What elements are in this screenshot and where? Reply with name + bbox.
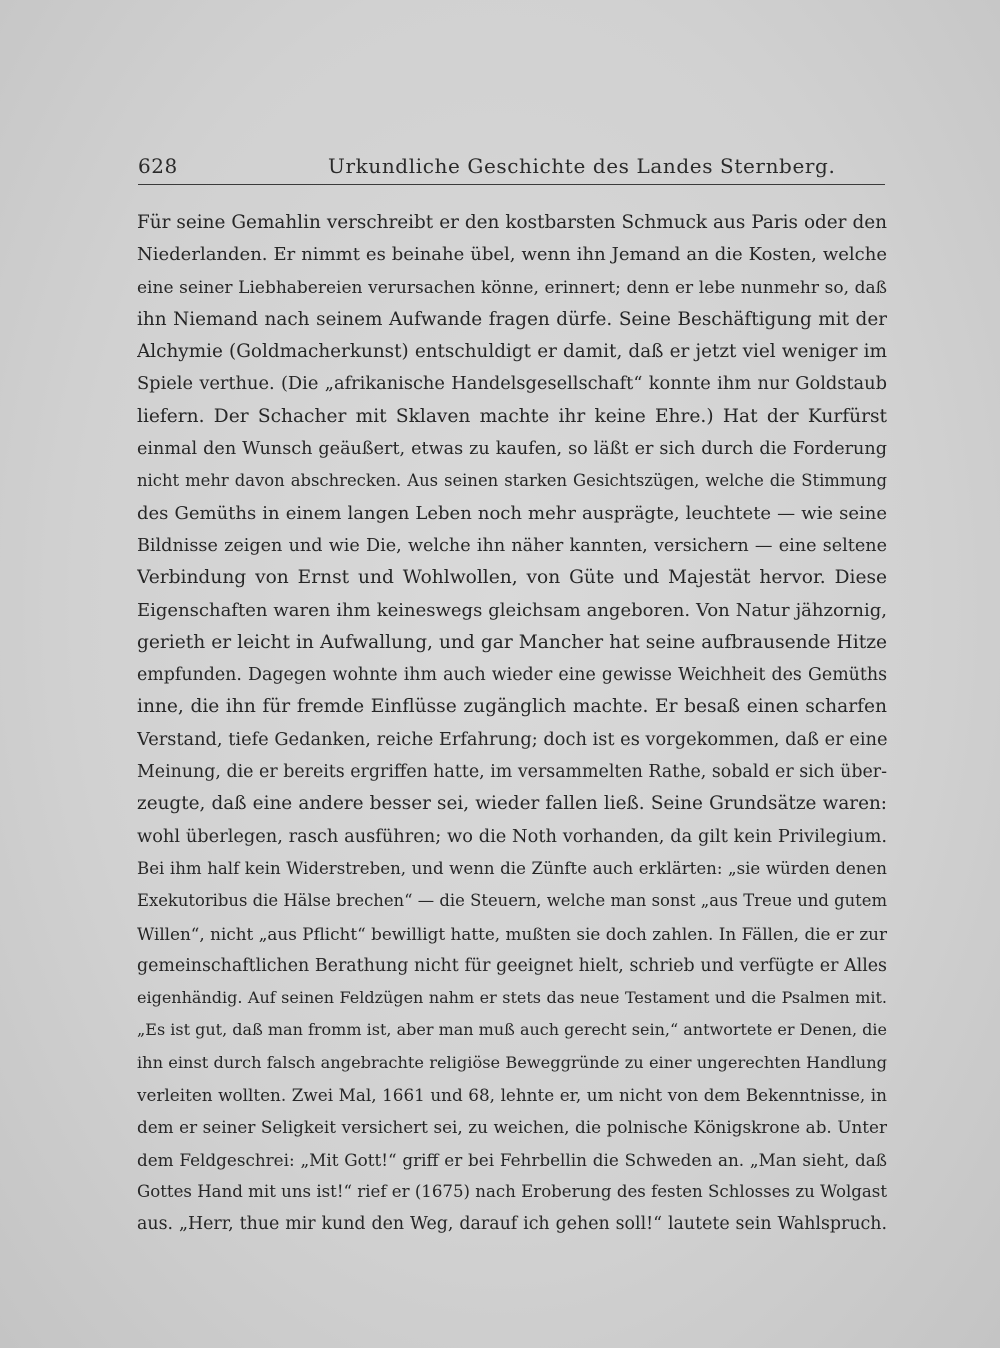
text-line: einmal den Wunsch geäußert, etwas zu kaufen, so läßt er sich durch die Forderung <box>137 439 887 460</box>
text-line: dem er seiner Seligkeit versichert sei, zu weichen, die polnische Königskrone ab. Unter <box>137 1117 887 1138</box>
text-line: nicht mehr davon abschrecken. Aus seinen starken Gesichtszügen, welche die Stimmung <box>137 471 887 491</box>
text-line: wohl überlegen, rasch ausführen; wo die Noth vorhanden, da gilt kein Privilegium. <box>137 825 887 847</box>
text-line: Spiele verthue. (Die „afrikanische Handelsgesellschaft“ konnte ihm nur Goldstaub <box>137 373 887 395</box>
text-line: Alchymie (Goldmacherkunst) entschuldigt er damit, daß er jetzt viel weniger im <box>137 341 887 363</box>
text-line: eigenhändig. Auf seinen Feldzügen nahm er stets das neue Testament und die Psalmen mit. <box>137 988 887 1008</box>
text-line: gemeinschaftlichen Berathung nicht für geeignet hielt, schrieb und verfügte er Alles <box>137 955 887 976</box>
text-line: Willen“, nicht „aus Pflicht“ bewilligt hatte, mußten sie doch zahlen. In Fällen, die er zur <box>137 923 887 944</box>
text-line: Niederlanden. Er nimmt es beinahe übel, wenn ihn Jemand an die Kosten, welche <box>137 244 887 266</box>
text-line: verleiten wollten. Zwei Mal, 1661 und 68, lehnte er, um nicht von dem Bekenntnisse, in <box>137 1085 887 1106</box>
page-number: 628 <box>138 154 178 178</box>
running-title: Urkundliche Geschichte des Landes Sternberg. <box>328 154 836 178</box>
text-line: zeugte, daß eine andere besser sei, wieder fallen ließ. Seine Grundsätze waren: <box>137 793 887 815</box>
body-text <box>137 207 887 1241</box>
text-line: Exekutoribus die Hälse brechen“ — die Steuern, welche man sonst „aus Treue und gutem <box>137 891 887 911</box>
text-line: Bildnisse zeigen und wie Die, welche ihn näher kannten, versichern — eine seltene <box>137 535 887 556</box>
text-line: ihn einst durch falsch angebrachte religiöse Beweggründe zu einer ungerechten Handlung <box>137 1052 887 1072</box>
text-line: gerieth er leicht in Aufwallung, und gar Mancher hat seine aufbrausende Hitze <box>137 631 887 653</box>
text-line: liefern. Der Schacher mit Sklaven machte ihr keine Ehre.) Hat der Kurfürst <box>137 405 887 427</box>
text-line: des Gemüths in einem langen Leben noch mehr ausprägte, leuchtete — wie seine <box>137 502 887 524</box>
text-line: Für seine Gemahlin verschreibt er den kostbarsten Schmuck aus Paris oder den <box>137 212 887 233</box>
text-line: Gottes Hand mit uns ist!“ rief er (1675) nach Eroberung des festen Schlosses zu Wolgast <box>137 1181 887 1201</box>
text-line: Meinung, die er bereits ergriffen hatte, im versammelten Rathe, sobald er sich über- <box>137 762 887 783</box>
header-rule <box>138 184 885 185</box>
text-line: aus. „Herr, thue mir kund den Weg, darauf ich gehen soll!“ lautete sein Wahlspruch. <box>137 1214 887 1235</box>
text-line: dem Feldgeschrei: „Mit Gott!“ griff er bei Fehrbellin die Schweden an. „Man sieht, daß <box>137 1149 887 1170</box>
text-line: Verbindung von Ernst und Wohlwollen, von Güte und Majestät hervor. Diese <box>137 567 887 589</box>
page-header <box>138 150 883 184</box>
text-line: ihn Niemand nach seinem Aufwande fragen dürfe. Seine Beschäftigung mit der <box>137 308 887 330</box>
text-line: empfunden. Dagegen wohnte ihm auch wieder eine gewisse Weichheit des Gemüths <box>137 665 887 686</box>
text-line: Eigenschaften waren ihm keineswegs gleichsam angeboren. Von Natur jähzornig, <box>137 599 887 621</box>
text-line: inne, die ihn für fremde Einflüsse zugänglich machte. Er besaß einen scharfen <box>137 696 887 718</box>
text-line: „Es ist gut, daß man fromm ist, aber man muß auch gerecht sein,“ antwortete er Denen, die <box>137 1020 887 1040</box>
text-line: Verstand, tiefe Gedanken, reiche Erfahrung; doch ist es vorgekommen, daß er eine <box>137 728 887 750</box>
text-line: Bei ihm half kein Widerstreben, und wenn die Zünfte auch erklärten: „sie würden denen <box>137 858 887 878</box>
text-line: eine seiner Liebhabereien verursachen könne, erinnert; denn er lebe nunmehr so, daß <box>137 277 887 298</box>
